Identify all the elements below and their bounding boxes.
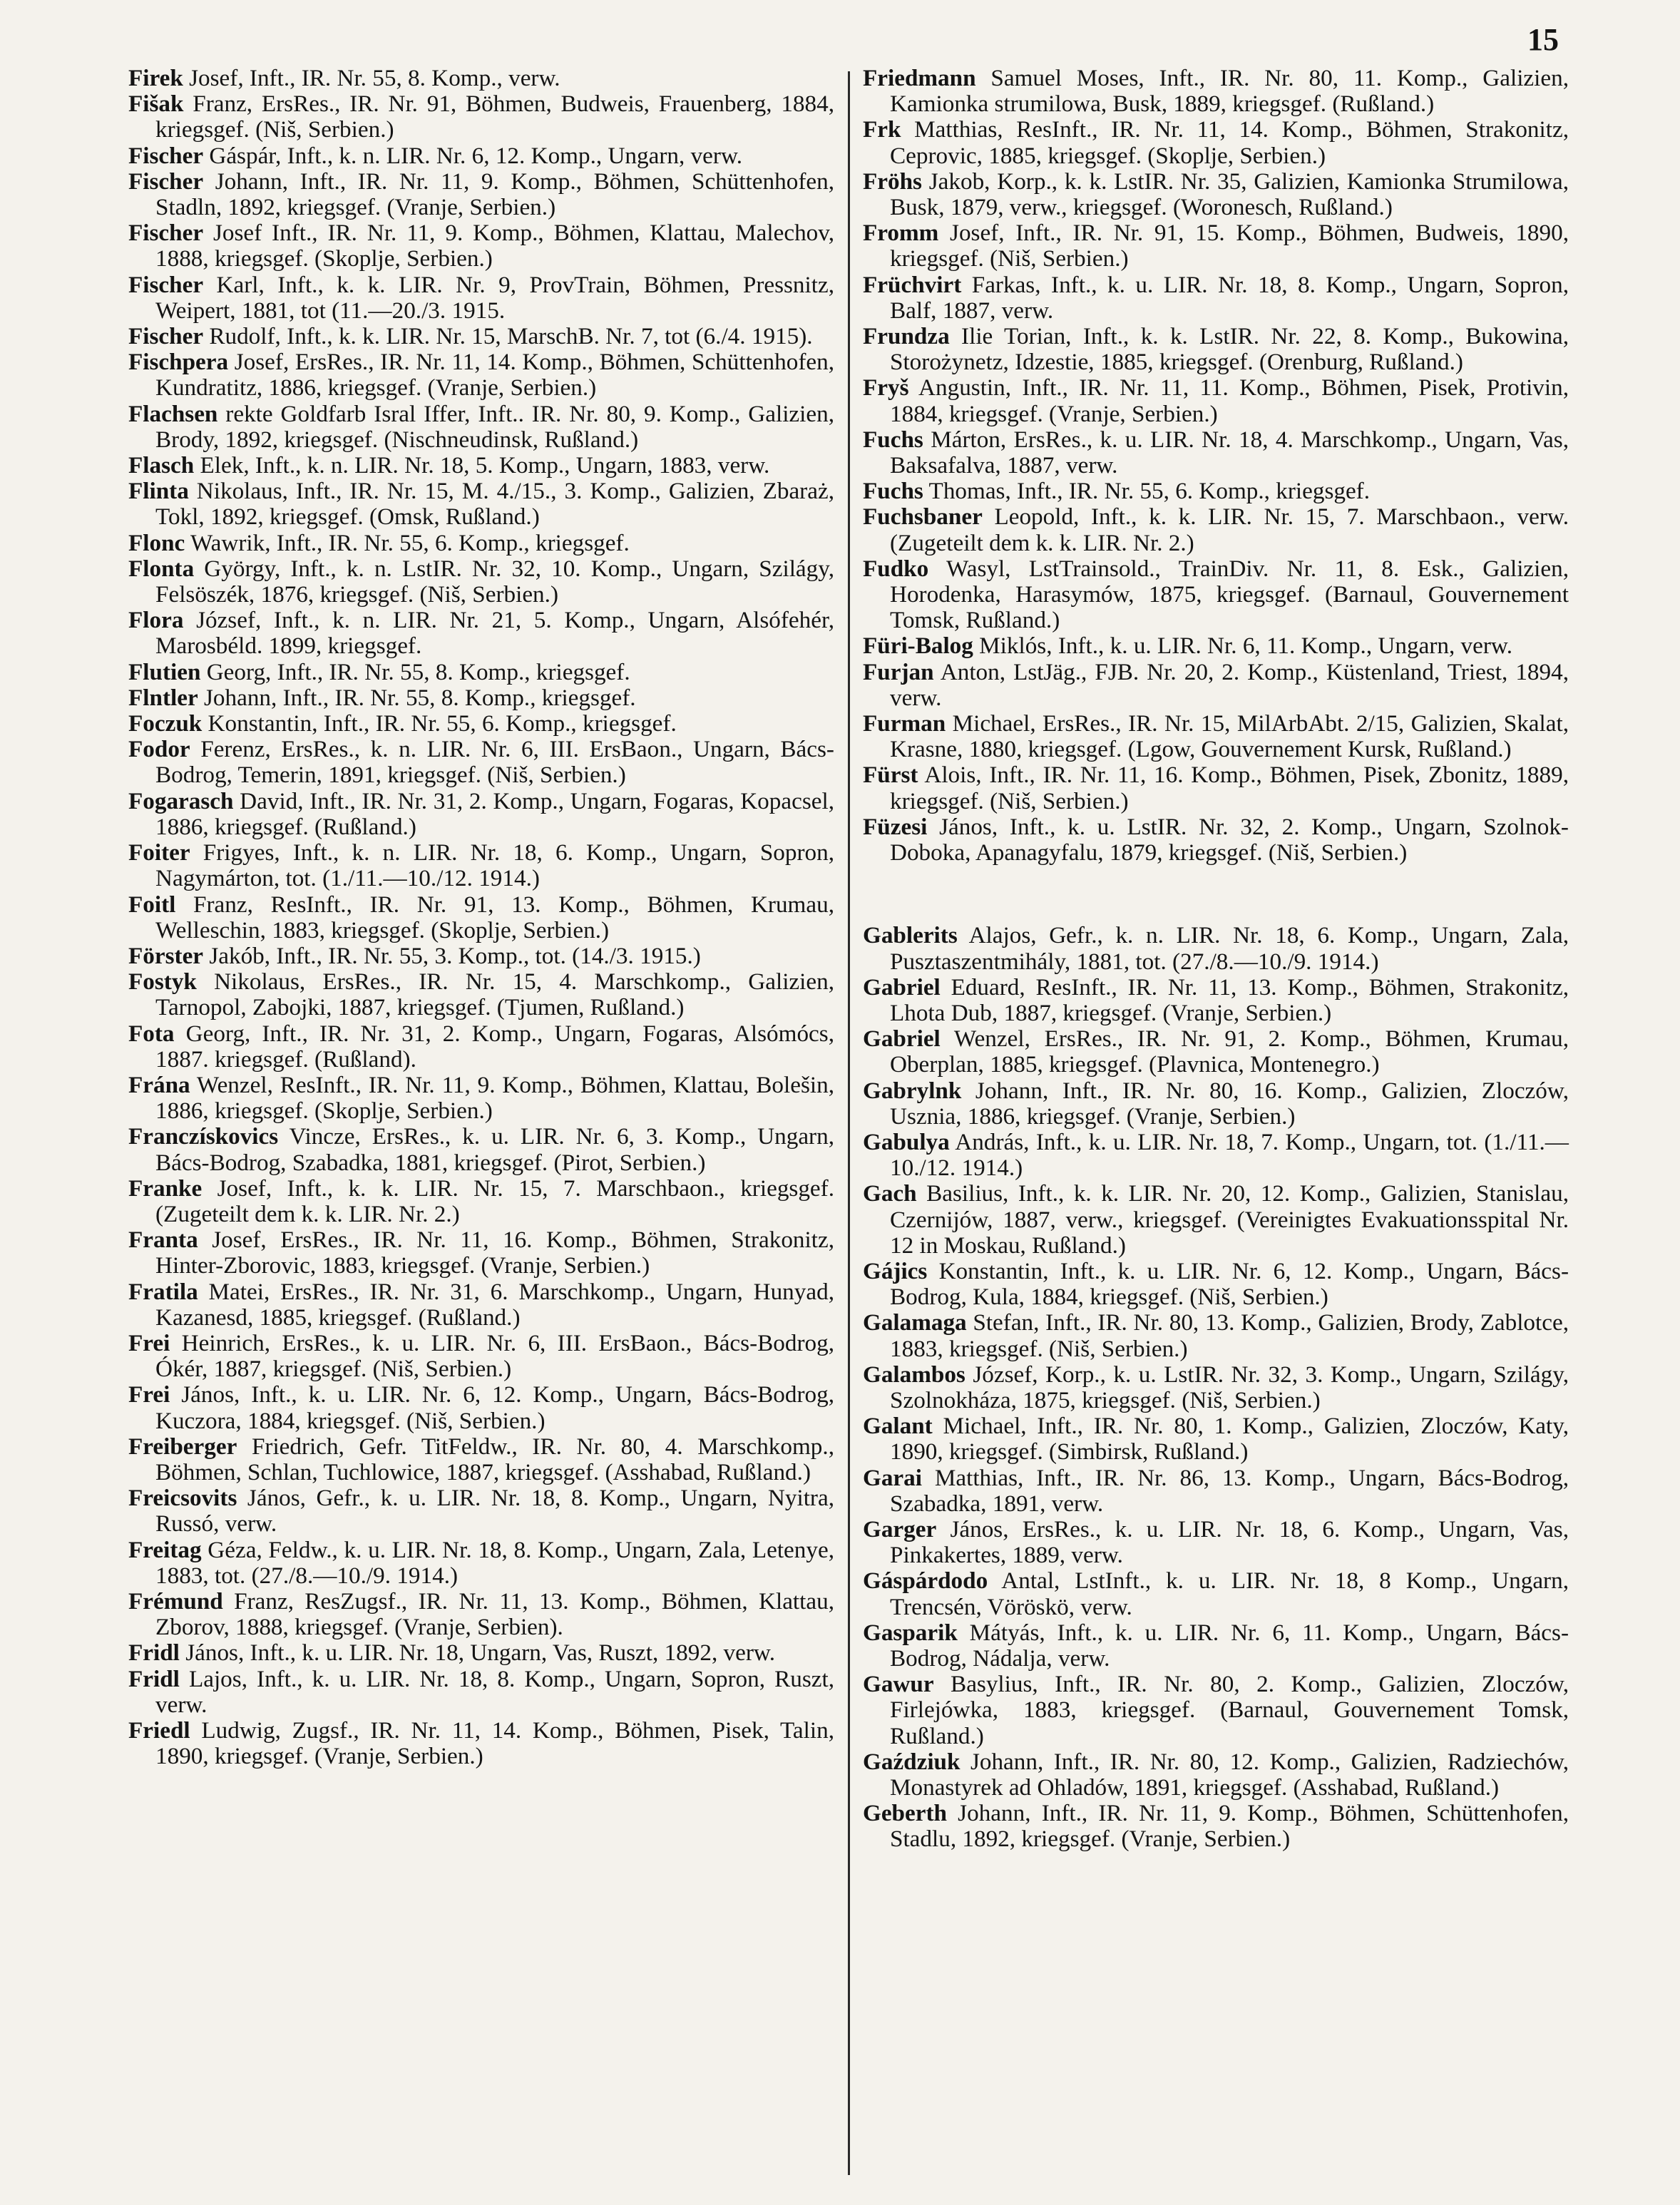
entry-surname: Franke (128, 1175, 203, 1202)
entry-details: Johann, Inft., IR. Nr. 80, 16. Komp., Galizien, Zloczów, Usznia, 1886, kriegsgef. (Vranje, Serbien.) (890, 1077, 1569, 1130)
register-entry (863, 427, 1569, 479)
entry-details: Friedrich, Gefr. TitFeldw., IR. Nr. 80, 4. Marschkomp., Böhmen, Schlan, Tuchlowice, 1887, kriegsgef. (Asshabad, Rußland.) (155, 1433, 834, 1485)
entry-surname: Fischer (128, 323, 204, 350)
entry-surname: Frei (128, 1381, 170, 1408)
entry-details: Lajos, Inft., k. u. LIR. Nr. 18, 8. Komp., Ungarn, Sopron, Ruszt, verw. (155, 1665, 834, 1718)
register-entry (128, 66, 834, 91)
entry-surname: Fischer (128, 142, 204, 169)
entry-details: Samuel Moses, Inft., IR. Nr. 80, 11. Komp., Galizien, Kamionka strumilowa, Busk, 1889, kriegsgef. (Rußland.) (890, 65, 1569, 118)
register-entry (863, 762, 1569, 814)
register-entry (128, 1176, 834, 1227)
entry-details: Ferenz, ErsRes., k. n. LIR. Nr. 6, III. ErsBaon., Ungarn, Bács-Bodrog, Temerin, 1891, kriegsgef. (Niš, Serbien.) (155, 736, 834, 789)
entry-details: Antal, LstInft., k. u. LIR. Nr. 18, 8 Komp., Ungarn, Trencsén, Vöröskö, verw. (890, 1567, 1569, 1620)
register-entry (128, 1640, 834, 1666)
register-entry (863, 1801, 1569, 1852)
entry-details: György, Inft., k. n. LstIR. Nr. 32, 10. Komp., Ungarn, Szilágy, Felsöszék, 1876, kriegsgef. (Niš, Serbien.) (155, 555, 834, 608)
entry-surname: Fota (128, 1020, 175, 1047)
entry-surname: Gabulya (863, 1128, 950, 1155)
register-entry (128, 479, 834, 530)
register-entry (128, 1331, 834, 1382)
entry-details: Frigyes, Inft., k. n. LIR. Nr. 18, 6. Komp., Ungarn, Sopron, Nagymárton, tot. (1./11.—10./12. 1914.) (155, 839, 834, 892)
register-entry (863, 1078, 1569, 1130)
entry-details: Elek, Inft., k. n. LIR. Nr. 18, 5. Komp., Ungarn, 1883, verw. (194, 452, 770, 479)
register-entry (863, 1259, 1569, 1310)
entry-surname: Galambos (863, 1361, 966, 1388)
entry-details: Vincze, ErsRes., k. u. LIR. Nr. 6, 3. Komp., Ungarn, Bács-Bodrog, Szabadka, 1881, kriegsgef. (Pirot, Serbien.) (155, 1123, 834, 1176)
entry-surname: Franta (128, 1227, 198, 1254)
page-number: 15 (1527, 22, 1559, 57)
section-gap (863, 866, 1569, 923)
register-entry (128, 1718, 834, 1769)
entry-surname: Gájics (863, 1257, 928, 1284)
register-entry (128, 169, 834, 220)
register-entry (863, 1568, 1569, 1620)
entry-surname: Füzesi (863, 813, 928, 840)
register-entry (863, 1181, 1569, 1259)
right-column (863, 66, 1569, 1853)
entry-surname: Flasch (128, 452, 195, 479)
register-entry (863, 375, 1569, 426)
entry-surname: Friedl (128, 1717, 190, 1744)
register-entry (863, 272, 1569, 324)
entry-surname: Fridl (128, 1639, 180, 1667)
entry-surname: Frk (863, 116, 901, 143)
entry-surname: Fišak (128, 91, 184, 118)
entry-details: Konstantin, Inft., IR. Nr. 55, 6. Komp., kriegsgef. (202, 710, 677, 737)
entry-details: Miklós, Inft., k. u. LIR. Nr. 6, 11. Komp., Ungarn, verw. (973, 633, 1513, 660)
entry-details: Basylius, Inft., IR. Nr. 80, 2. Komp., Galizien, Zloczów, Firlejówka, 1883, kriegsgef. (Barnaul, Gouvernement Tomsk, Rußland.) (890, 1671, 1569, 1749)
register-entry (863, 1749, 1569, 1801)
entry-surname: Förster (128, 942, 204, 969)
entry-surname: Flora (128, 607, 184, 634)
register-entry (128, 711, 834, 737)
register-entry (128, 1382, 834, 1433)
entry-surname: Frei (128, 1329, 170, 1356)
entry-details: Matei, ErsRes., IR. Nr. 31, 6. Marschkomp., Ungarn, Hunyad, Kazanesd, 1885, kriegsgef. (Rußland.) (155, 1278, 834, 1331)
entry-details: Josef, Inft., IR. Nr. 55, 8. Komp., verw. (183, 65, 560, 91)
entry-details: Rudolf, Inft., k. k. LIR. Nr. 15, MarschB. Nr. 7, tot (6./4. 1915). (203, 323, 813, 350)
entry-surname: Fröhs (863, 168, 922, 195)
register-entry (863, 66, 1569, 117)
register-entry (128, 1434, 834, 1485)
register-entry (128, 1227, 834, 1279)
entry-surname: Fryš (863, 374, 909, 401)
entry-surname: Fratila (128, 1278, 198, 1305)
entry-surname: Fudko (863, 555, 929, 582)
register-entry (128, 1589, 834, 1640)
entry-details: Georg, Inft., IR. Nr. 31, 2. Komp., Ungarn, Fogaras, Alsómócs, 1887. kriegsgef. (Rußland). (155, 1020, 834, 1073)
entry-details: Josef, ErsRes., IR. Nr. 11, 14. Komp., Böhmen, Schüttenhofen, Kundratitz, 1886, kriegsgef. (Vranje, Serbien.) (155, 349, 834, 401)
entry-details: Farkas, Inft., k. u. LIR. Nr. 18, 8. Komp., Ungarn, Sopron, Balf, 1887, verw. (890, 271, 1569, 324)
register-entry (863, 1620, 1569, 1672)
entry-details: Matthias, ResInft., IR. Nr. 11, 14. Komp., Böhmen, Strakonitz, Ceprovic, 1885, kriegsgef. (Skoplje, Serbien.) (890, 116, 1569, 169)
register-entry (863, 504, 1569, 556)
entry-surname: Flutien (128, 658, 201, 685)
entry-surname: Galant (863, 1413, 933, 1440)
register-entry (128, 1073, 834, 1124)
entry-details: Heinrich, ErsRes., k. u. LIR. Nr. 6, III. ErsBaon., Bács-Bodrog, Ókér, 1887, kriegsgef. (Niš, Serbien.) (155, 1329, 834, 1383)
register-entry (128, 660, 834, 685)
entry-surname: Fuchsbaner (863, 503, 983, 531)
entry-details: Josef, Inft., IR. Nr. 91, 15. Komp., Böhmen, Budweis, 1890, kriegsgef. (Niš, Serbien.) (890, 220, 1569, 272)
entry-surname: Gabriel (863, 1025, 941, 1053)
entry-details: Mátyás, Inft., k. u. LIR. Nr. 6, 11. Komp., Ungarn, Bács-Bodrog, Nádalja, verw. (890, 1619, 1569, 1672)
entry-surname: Gawur (863, 1671, 934, 1698)
register-entry (128, 91, 834, 143)
entry-details: Josef, Inft., k. k. LIR. Nr. 15, 7. Marschbaon., kriegsgef. (Zugeteilt dem k. k. LIR. Nr. 2.) (155, 1175, 834, 1227)
register-entry (863, 814, 1569, 866)
register-entry (128, 969, 834, 1020)
register-entry (128, 272, 834, 324)
entry-surname: Gasparik (863, 1619, 958, 1646)
register-entry (128, 840, 834, 891)
register-entry (128, 1667, 834, 1718)
entry-surname: Gabrylnk (863, 1077, 962, 1104)
entry-details: József, Inft., k. n. LIR. Nr. 21, 5. Komp., Ungarn, Alsófehér, Marosbéld. 1899, kriegsgef. (155, 607, 834, 660)
entry-details: Georg, Inft., IR. Nr. 55, 8. Komp., kriegsgef. (200, 658, 630, 685)
register-entry (863, 479, 1569, 504)
entry-surname: Fromm (863, 220, 939, 247)
column-divider (848, 71, 850, 2175)
section-g (863, 923, 1569, 1852)
entry-surname: Frundza (863, 323, 950, 350)
entry-surname: Früchvirt (863, 271, 962, 298)
register-entry (863, 324, 1569, 375)
register-entry (128, 1021, 834, 1073)
entry-details: Johann, Inft., IR. Nr. 11, 9. Komp., Böhmen, Schüttenhofen, Stadlu, 1892, kriegsgef. (Vranje, Serbien.) (890, 1800, 1569, 1853)
entry-details: Anton, LstJäg., FJB. Nr. 20, 2. Komp., Küstenland, Triest, 1894, verw. (890, 658, 1569, 711)
left-column (128, 66, 834, 1769)
entry-details: János, Inft., k. u. LIR. Nr. 6, 12. Komp., Ungarn, Bács-Bodrog, Kuczora, 1884, kriegsgef. (Niš, Serbien.) (155, 1381, 834, 1434)
register-entry (128, 1279, 834, 1331)
entry-details: János, ErsRes., k. u. LIR. Nr. 18, 6. Komp., Ungarn, Vas, Pinkakertes, 1889, verw. (890, 1515, 1569, 1569)
entry-details: András, Inft., k. u. LIR. Nr. 18, 7. Komp., Ungarn, tot. (1./11.—10./12. 1914.) (890, 1128, 1569, 1182)
register-entry (863, 1130, 1569, 1181)
entry-surname: Gaździuk (863, 1748, 961, 1775)
entry-surname: Flonta (128, 555, 195, 582)
register-entry (128, 789, 834, 840)
register-entry (128, 737, 834, 788)
register-entry (863, 1672, 1569, 1749)
entry-surname: Foiter (128, 839, 190, 866)
register-entry (863, 633, 1569, 659)
entry-details: Michael, ErsRes., IR. Nr. 15, MilArbAbt. 2/15, Galizien, Skalat, Krasne, 1880, kriegsgef. (Lgow, Gouvernement Kursk, Rußland.) (890, 710, 1569, 763)
entry-details: David, Inft., IR. Nr. 31, 2. Komp., Ungarn, Fogaras, Kopacsel, 1886, kriegsgef. (Rußland.) (155, 787, 834, 840)
entry-details: Josef Inft., IR. Nr. 11, 9. Komp., Böhmen, Klattau, Malechov, 1888, kriegsgef. (Skoplje, Serbien.) (155, 220, 834, 272)
entry-surname: Furjan (863, 658, 934, 685)
entry-surname: Galamaga (863, 1309, 967, 1336)
entry-details: Márton, ErsRes., k. u. LIR. Nr. 18, 4. Marschkomp., Ungarn, Vas, Baksafalva, 1887, verw. (890, 426, 1569, 479)
entry-details: János, Gefr., k. u. LIR. Nr. 18, 8. Komp., Ungarn, Nyitra, Russó, verw. (155, 1485, 834, 1538)
entry-surname: Furman (863, 710, 946, 737)
register-entry (128, 608, 834, 659)
entry-surname: Fischer (128, 220, 204, 247)
entry-surname: Fodor (128, 736, 190, 763)
register-entry (128, 892, 834, 943)
register-entry (128, 685, 834, 711)
entry-surname: Flonc (128, 529, 185, 556)
register-entry (128, 401, 834, 453)
entry-details: Franz, ResInft., IR. Nr. 91, 13. Komp., Böhmen, Krumau, Welleschin, 1883, kriegsgef. (Skoplje, Serbien.) (155, 891, 834, 943)
entry-details: Stefan, Inft., IR. Nr. 80, 13. Komp., Galizien, Brody, Zablotce, 1883, kriegsgef. (Niš, Serbien.) (890, 1309, 1569, 1362)
register-entry (863, 660, 1569, 711)
entry-surname: Fischer (128, 271, 204, 298)
entry-details: Wenzel, ResInft., IR. Nr. 11, 9. Komp., Böhmen, Klattau, Bolešin, 1886, kriegsgef. (Skoplje, Serbien.) (155, 1071, 834, 1125)
entry-surname: Fischer (128, 168, 204, 195)
register-entry (863, 923, 1569, 974)
register-entry (863, 1517, 1569, 1568)
entry-details: Jakob, Korp., k. k. LstIR. Nr. 35, Galizien, Kamionka Strumilowa, Busk, 1879, verw., kriegsgef. (Woronesch, Rußland.) (890, 168, 1569, 221)
entry-details: Wasyl, LstTrainsold., TrainDiv. Nr. 11, 8. Esk., Galizien, Horodenka, Harasymów, 1875, kriegsgef. (Barnaul, Gouvernement Tomsk, Rußland.) (890, 555, 1569, 634)
entry-details: Karl, Inft., k. k. LIR. Nr. 9, ProvTrain, Böhmen, Pressnitz, Weipert, 1881, tot (11.—20./3. 1915. (155, 271, 834, 324)
entry-surname: Fostyk (128, 968, 197, 996)
entry-details: János, Inft., k. u. LIR. Nr. 18, Ungarn, Vas, Ruszt, 1892, verw. (179, 1639, 776, 1667)
entry-surname: Flntler (128, 684, 198, 711)
entry-surname: Franczískovics (128, 1123, 279, 1150)
entry-details: János, Inft., k. u. LstIR. Nr. 32, 2. Komp., Ungarn, Szolnok-Doboka, Apanagyfalu, 1879, kriegsgef. (Niš, Serbien.) (890, 813, 1569, 866)
entry-surname: Flinta (128, 478, 189, 505)
register-entry (128, 324, 834, 349)
entry-surname: Gáspárdodo (863, 1567, 988, 1595)
register-entry (863, 556, 1569, 634)
register-entry (128, 349, 834, 401)
register-entry (863, 220, 1569, 272)
entry-details: Franz, ErsRes., IR. Nr. 91, Böhmen, Budweis, Frauenberg, 1884, kriegsgef. (Niš, Serbien.) (155, 91, 834, 143)
register-entry (128, 1538, 834, 1589)
register-entry (128, 453, 834, 479)
entry-details: Nikolaus, Inft., IR. Nr. 15, M. 4./15., 3. Komp., Galizien, Zbaraż, Tokl, 1892, kriegsgef. (Omsk, Rußland.) (155, 478, 834, 531)
entry-surname: Geberth (863, 1800, 947, 1827)
entry-details: Basilius, Inft., k. k. LIR. Nr. 20, 12. Komp., Galizien, Stanislau, Czernijów, 1887, verw., kriegsgef. (Vereinigtes Evakuationsspital Nr. 12 in Moskau, Rußland.) (890, 1180, 1569, 1259)
entry-details: Angustin, Inft., IR. Nr. 11, 11. Komp., Böhmen, Pisek, Protivin, 1884, kriegsgef. (Vranje, Serbien.) (890, 374, 1569, 427)
entry-surname: Füri-Balog (863, 633, 973, 660)
register-entry (128, 1124, 834, 1175)
entry-details: József, Korp., k. u. LstIR. Nr. 32, 3. Komp., Ungarn, Szilágy, Szolnokháza, 1875, kriegsgef. (Niš, Serbien.) (890, 1361, 1569, 1413)
entry-surname: Gablerits (863, 922, 958, 949)
entry-surname: Freicsovits (128, 1485, 237, 1512)
entry-surname: Flachsen (128, 400, 218, 427)
entry-details: Nikolaus, ErsRes., IR. Nr. 15, 4. Marschkomp., Galizien, Tarnopol, Zabojki, 1887, kriegsgef. (Tjumen, Rußland.) (155, 968, 834, 1021)
entry-surname: Frána (128, 1071, 190, 1098)
entry-details: Franz, ResZugsf., IR. Nr. 11, 13. Komp., Böhmen, Klattau, Zborov, 1888, kriegsgef. (Vranje, Serbien). (155, 1587, 834, 1641)
entry-surname: Gabriel (863, 973, 941, 1001)
entry-surname: Friedmann (863, 65, 976, 91)
register-entry (128, 143, 834, 169)
register-entry (863, 1310, 1569, 1361)
entry-details: Ilie Torian, Inft., k. k. LstIR. Nr. 22, 8. Komp., Bukowina, Storożynetz, Idzestie, 1885, kriegsgef. (Orenburg, Rußland.) (890, 323, 1569, 376)
entry-details: Johann, Inft., IR. Nr. 80, 12. Komp., Galizien, Radziechów, Monastyrek ad Ohladów, 1891, kriegsgef. (Asshabad, Rußland.) (890, 1748, 1569, 1801)
register-entry (128, 556, 834, 608)
register-entry (863, 1362, 1569, 1413)
entry-surname: Garai (863, 1464, 922, 1491)
entry-details: Ludwig, Zugsf., IR. Nr. 11, 14. Komp., Böhmen, Pisek, Talin, 1890, kriegsgef. (Vranje, Serbien.) (155, 1717, 834, 1770)
entry-surname: Garger (863, 1515, 937, 1543)
register-entry (863, 1026, 1569, 1078)
register-entry (128, 220, 834, 272)
entry-surname: Frémund (128, 1587, 223, 1615)
register-entry (863, 1413, 1569, 1465)
entry-details: Konstantin, Inft., k. u. LIR. Nr. 6, 12. Komp., Ungarn, Bács-Bodrog, Kula, 1884, kriegsgef. (Niš, Serbien.) (890, 1257, 1569, 1311)
entry-details: Thomas, Inft., IR. Nr. 55, 6. Komp., kriegsgef. (923, 478, 1371, 505)
register-entry (128, 943, 834, 969)
entry-details: Leopold, Inft., k. k. LIR. Nr. 15, 7. Marschbaon., verw. (Zugeteilt dem k. k. LIR. Nr. 2.) (890, 503, 1569, 556)
entry-surname: Freitag (128, 1536, 202, 1563)
entry-details: Michael, Inft., IR. Nr. 80, 1. Komp., Galizien, Zloczów, Katy, 1890, kriegsgef. (Simbirsk, Rußland.) (890, 1413, 1569, 1465)
entry-surname: Fridl (128, 1665, 180, 1692)
entry-surname: Fischpera (128, 349, 229, 376)
entry-surname: Foczuk (128, 710, 203, 737)
entry-details: Matthias, Inft., IR. Nr. 86, 13. Komp., Ungarn, Bács-Bodrog, Szabadka, 1891, verw. (890, 1464, 1569, 1517)
register-entry (863, 711, 1569, 762)
register-entry (863, 117, 1569, 168)
register-entry (128, 531, 834, 556)
entry-details: Josef, ErsRes., IR. Nr. 11, 16. Komp., Böhmen, Strakonitz, Hinter-Zborovic, 1883, kriegsgef. (Vranje, Serbien.) (155, 1227, 834, 1279)
entry-surname: Firek (128, 65, 183, 91)
entry-details: Gáspár, Inft., k. n. LIR. Nr. 6, 12. Komp., Ungarn, verw. (203, 142, 743, 169)
register-entry (128, 1485, 834, 1537)
register-entry (863, 1465, 1569, 1517)
entry-details: Jakób, Inft., IR. Nr. 55, 3. Komp., tot. (14./3. 1915.) (203, 942, 701, 969)
entry-details: Eduard, ResInft., IR. Nr. 11, 13. Komp., Böhmen, Strakonitz, Lhota Dub, 1887, kriegsgef. (Vranje, Serbien.) (890, 973, 1569, 1026)
entry-details: Alois, Inft., IR. Nr. 11, 16. Komp., Böhmen, Pisek, Zbonitz, 1889, kriegsgef. (Niš, Serbien.) (890, 762, 1569, 814)
section-f-continued (863, 66, 1569, 866)
register-entry (863, 975, 1569, 1026)
entry-details: Géza, Feldw., k. u. LIR. Nr. 18, 8. Komp., Ungarn, Zala, Letenye, 1883, tot. (27./8.—10./9. 1914.) (155, 1536, 834, 1589)
entry-details: Johann, Inft., IR. Nr. 55, 8. Komp., kriegsgef. (198, 684, 636, 711)
entry-surname: Fürst (863, 762, 918, 789)
entry-details: Wawrik, Inft., IR. Nr. 55, 6. Komp., kriegsgef. (185, 529, 630, 556)
register-entry (863, 169, 1569, 220)
entry-details: Wenzel, ErsRes., IR. Nr. 91, 2. Komp., Böhmen, Krumau, Oberplan, 1885, kriegsgef. (Plavnica, Montenegro.) (890, 1025, 1569, 1078)
entry-surname: Gach (863, 1180, 917, 1207)
entry-surname: Fogarasch (128, 787, 234, 814)
entry-surname: Fuchs (863, 426, 923, 453)
entry-details: rekte Goldfarb Isral Iffer, Inft.. IR. Nr. 80, 9. Komp., Galizien, Brody, 1892, kriegsgef. (Nischneudinsk, Rußland.) (155, 400, 834, 453)
entry-details: Johann, Inft., IR. Nr. 11, 9. Komp., Böhmen, Schüttenhofen, Stadln, 1892, kriegsgef. (Vranje, Serbien.) (155, 168, 834, 221)
entry-surname: Fuchs (863, 478, 923, 505)
entry-details: Alajos, Gefr., k. n. LIR. Nr. 18, 6. Komp., Ungarn, Zala, Pusztaszentmihály, 1881, tot. (27./8.—10./9. 1914.) (890, 922, 1569, 975)
entry-surname: Freiberger (128, 1433, 237, 1460)
entry-surname: Foitl (128, 891, 176, 918)
